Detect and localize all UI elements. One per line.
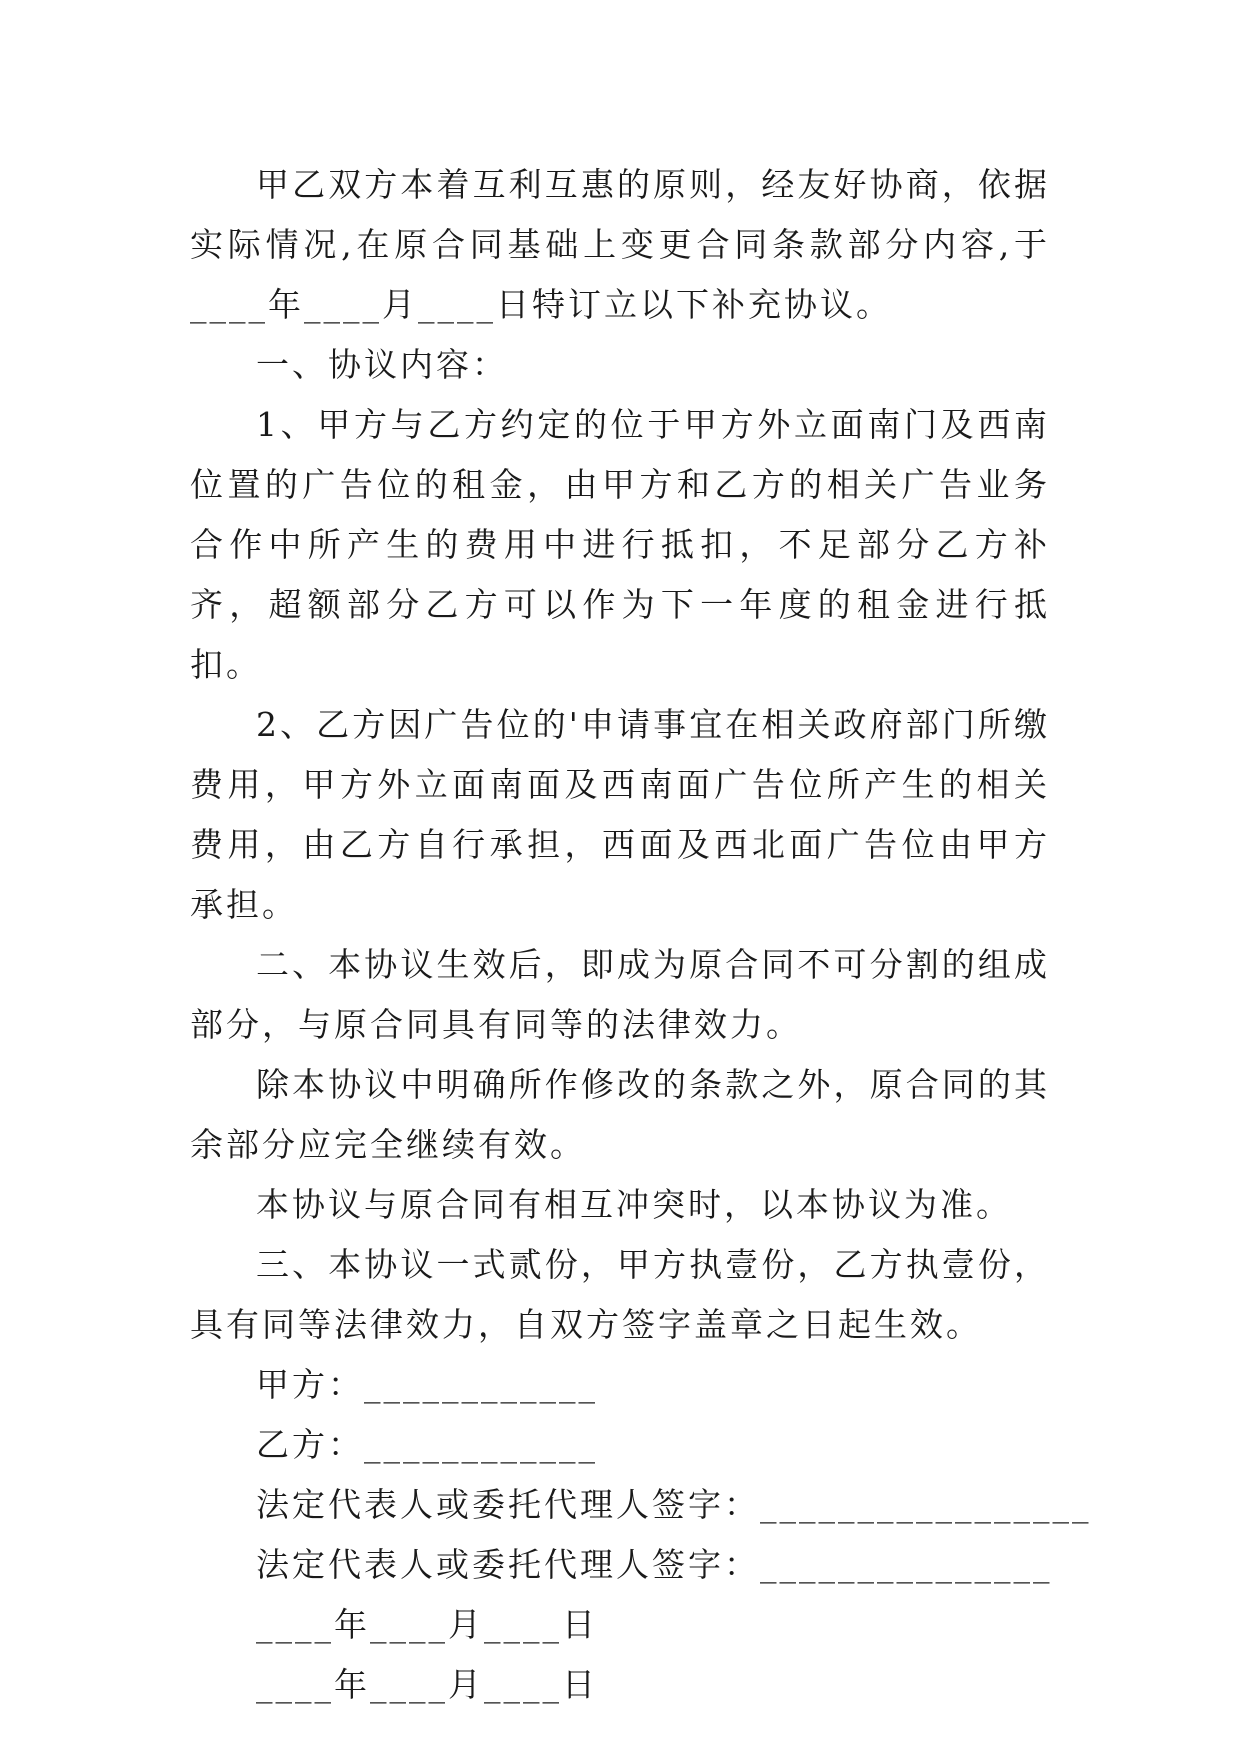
remaining-terms-paragraph: 除本协议中明确所作修改的条款之外，原合同的其余部分应完全继续有效。 (190, 1065, 1050, 1164)
representative-signature-line-1: 法定代表人或委托代理人签字：_________________ (256, 1485, 1092, 1524)
section-three-paragraph: 三、本协议一式贰份，甲方执壹份，乙方执壹份，具有同等法律效力，自双方签字盖章之日起生效。 (190, 1245, 1050, 1344)
intro-paragraph: 甲乙双方本着互利互惠的原则，经友好协商，依据实际情况,在原合同基础上变更合同条款部分内容,于____年____月____日特订立以下补充协议。 (190, 165, 1050, 324)
date-line-1: ____年____月____日 (256, 1605, 598, 1644)
document-page (190, 155, 1092, 1715)
section-two-paragraph: 二、本协议生效后，即成为原合同不可分割的组成部分，与原合同具有同等的法律效力。 (190, 945, 1050, 1044)
clause-2-paragraph: 2、乙方因广告位的'申请事宜在相关政府部门所缴费用，甲方外立面南面及西南面广告位所产生的相关费用，由乙方自行承担，西面及西北面广告位由甲方承担。 (190, 705, 1050, 924)
representative-signature-line-2: 法定代表人或委托代理人签字：_______________ (256, 1545, 1053, 1584)
party-a-signature-line: 甲方：____________ (256, 1365, 598, 1404)
section-one-heading: 一、协议内容： (256, 345, 508, 384)
party-b-signature-line: 乙方：____________ (256, 1425, 598, 1464)
conflict-paragraph: 本协议与原合同有相互冲突时，以本协议为准。 (256, 1185, 1012, 1224)
date-line-2: ____年____月____日 (256, 1665, 598, 1704)
clause-1-paragraph: 1、甲方与乙方约定的位于甲方外立面南门及西南位置的广告位的租金，由甲方和乙方的相关广告业务合作中所产生的费用中进行抵扣，不足部分乙方补齐，超额部分乙方可以作为下一年度的租金进行抵扣。 (190, 405, 1050, 684)
